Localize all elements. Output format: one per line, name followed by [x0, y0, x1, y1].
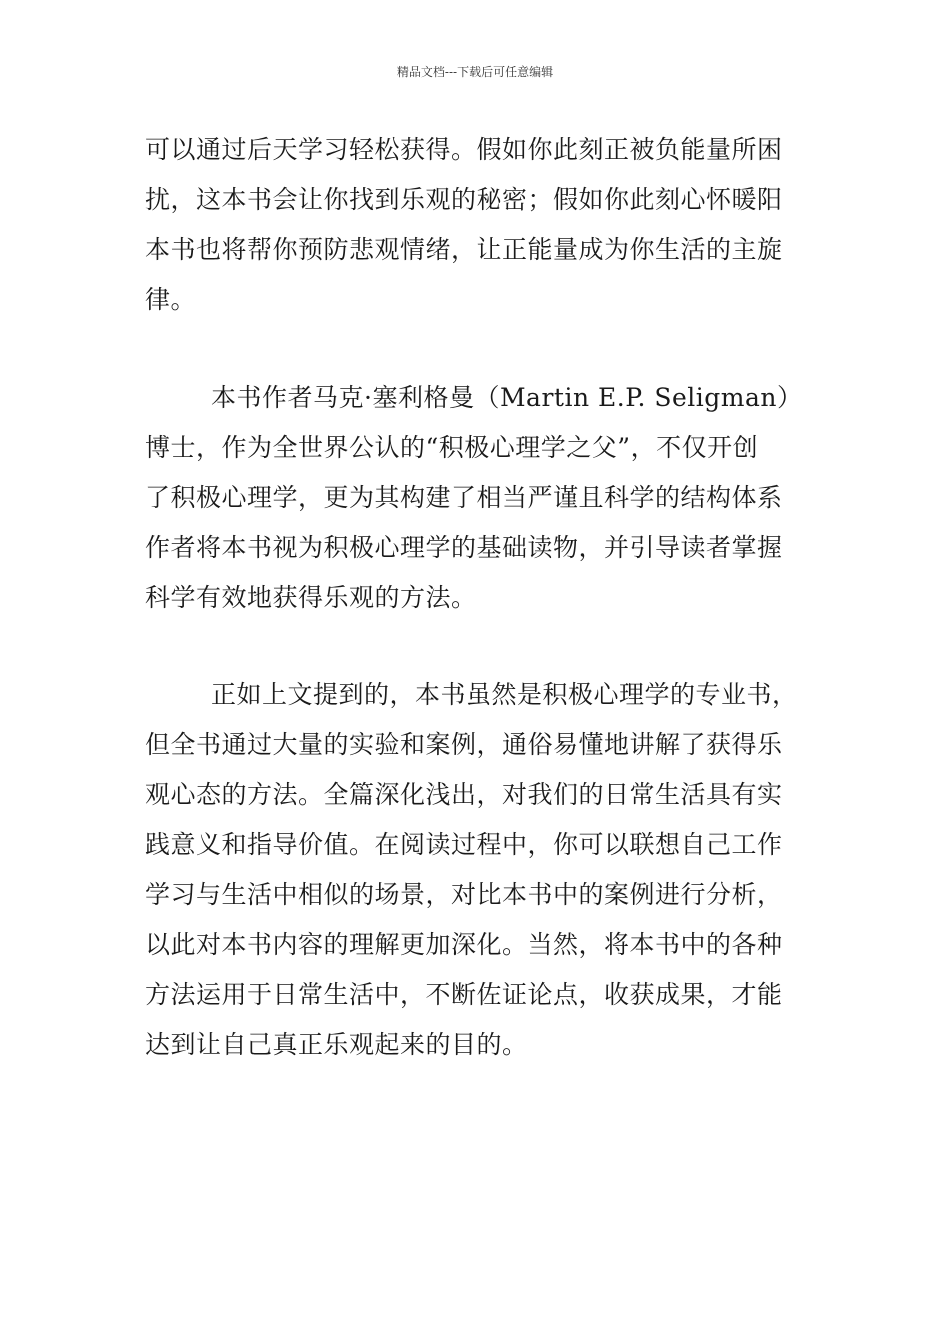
paragraph-2	[145, 373, 810, 623]
text-line: 作者将本书视为积极心理学的基础读物，并引导读者掌握	[145, 533, 783, 562]
page-header: 精品文档---下载后可任意编辑	[396, 65, 554, 79]
text-line: 可以通过后天学习轻松获得。假如你此刻正被负能量所困	[145, 135, 783, 164]
text-line: 学习与生活中相似的场景，对比本书中的案例进行分析，	[145, 880, 783, 909]
text-line: 以此对本书内容的理解更加深化。当然，将本书中的各种	[145, 930, 783, 959]
paragraph-1	[145, 125, 810, 325]
text-line: 科学有效地获得乐观的方法。	[145, 583, 477, 612]
text-line: 正如上文提到的，本书虽然是积极心理学的专业书，	[211, 680, 798, 709]
text-line: 观心态的方法。全篇深化浅出，对我们的日常生活具有实	[145, 780, 783, 809]
text-line: 了积极心理学，更为其构建了相当严谨且科学的结构体系	[145, 483, 783, 512]
text-line: 博士，作为全世界公认的“积极心理学之父”，不仅开创	[145, 433, 759, 462]
text-line: 本书作者马克·塞利格曼（Martin E.P. Seligman）	[211, 383, 803, 412]
text-line: 践意义和指导价值。在阅读过程中，你可以联想自己工作	[145, 830, 783, 859]
text-line: 律。	[145, 285, 197, 314]
paragraph-3	[145, 670, 810, 1070]
text-line: 扰，这本书会让你找到乐观的秘密；假如你此刻心怀暖阳	[145, 185, 783, 214]
text-line: 方法运用于日常生活中，不断佐证论点，收获成果，才能	[145, 980, 783, 1009]
text-line: 但全书通过大量的实验和案例，通俗易懂地讲解了获得乐	[145, 730, 783, 759]
text-line: 本书也将帮你预防悲观情绪，让正能量成为你生活的主旋	[145, 235, 783, 264]
text-line: 达到让自己真正乐观起来的目的。	[145, 1030, 528, 1059]
